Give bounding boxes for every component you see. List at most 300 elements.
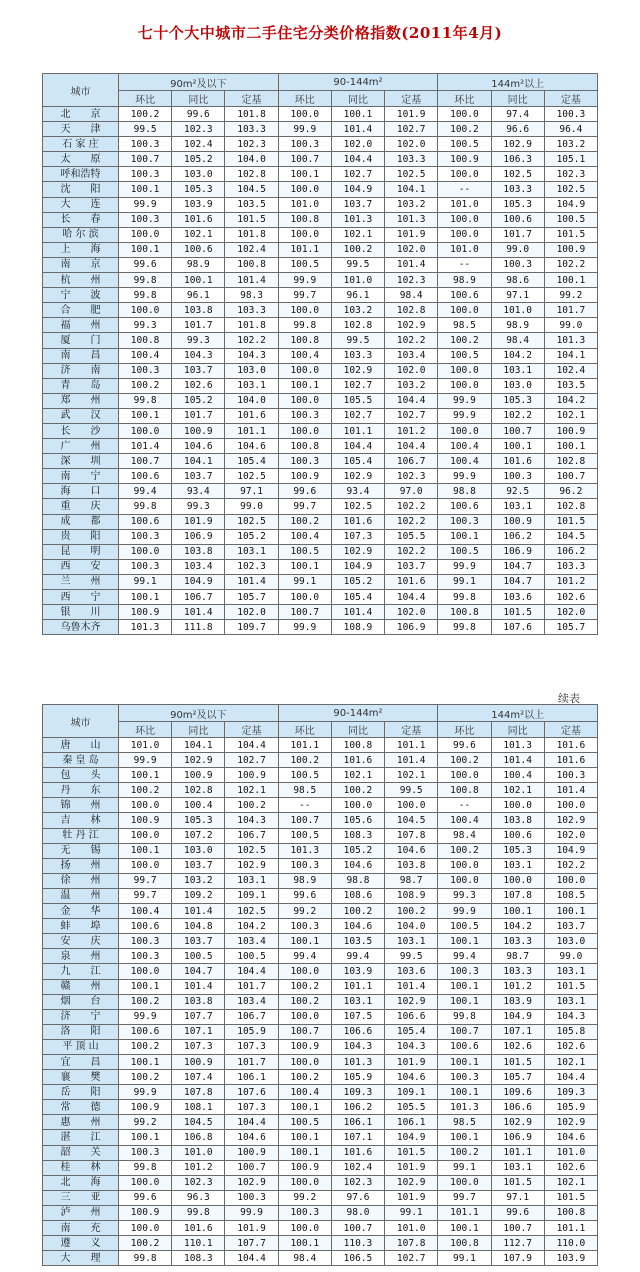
index-value-cell: 100.8: [278, 439, 331, 454]
index-value-cell: 100.2: [438, 1145, 491, 1160]
city-name-cell: 广 州: [43, 439, 119, 454]
city-name-cell: 锦 州: [43, 798, 119, 813]
index-value-cell: 100.5: [225, 949, 278, 964]
index-value-cell: 101.4: [225, 273, 278, 288]
index-value-cell: 104.9: [544, 197, 597, 212]
city-name-cell: 西 宁: [43, 590, 119, 605]
index-value-cell: 107.3: [172, 1039, 225, 1054]
index-value-cell: 98.7: [491, 949, 544, 964]
index-value-cell: 110.3: [331, 1236, 384, 1251]
index-value-cell: 98.4: [491, 333, 544, 348]
index-value-cell: 100.1: [172, 273, 225, 288]
index-value-cell: 104.9: [385, 1130, 438, 1145]
index-value-cell: 106.7: [385, 454, 438, 469]
index-value-cell: 102.3: [172, 1175, 225, 1190]
header-base: 定基: [544, 722, 597, 738]
city-name-cell: 济 宁: [43, 1009, 119, 1024]
index-value-cell: 106.2: [491, 529, 544, 544]
index-value-cell: 100.0: [438, 227, 491, 242]
index-value-cell: 99.7: [119, 873, 172, 888]
table-row: [43, 333, 598, 348]
index-value-cell: 101.1: [278, 242, 331, 257]
index-value-cell: 101.5: [544, 979, 597, 994]
index-value-cell: 105.7: [491, 1070, 544, 1085]
city-name-cell: 丹 东: [43, 783, 119, 798]
city-name-cell: 海 口: [43, 484, 119, 499]
city-name-cell: 西 安: [43, 559, 119, 574]
index-value-cell: 104.6: [225, 439, 278, 454]
header-mom: 环比: [438, 722, 491, 738]
table-row: [43, 393, 598, 408]
index-value-cell: 100.7: [438, 1024, 491, 1039]
index-value-cell: 100.2: [438, 843, 491, 858]
index-value-cell: 103.1: [385, 934, 438, 949]
index-value-cell: 100.8: [278, 333, 331, 348]
index-value-cell: 100.1: [438, 529, 491, 544]
index-value-cell: 104.5: [172, 1115, 225, 1130]
index-value-cell: 101.0: [544, 1145, 597, 1160]
index-value-cell: 100.4: [119, 348, 172, 363]
index-value-cell: 106.1: [225, 1070, 278, 1085]
index-value-cell: 98.8: [331, 873, 384, 888]
index-value-cell: 105.3: [172, 813, 225, 828]
index-value-cell: 103.2: [544, 137, 597, 152]
index-value-cell: 100.2: [278, 753, 331, 768]
city-name-cell: 牡 丹 江: [43, 828, 119, 843]
index-value-cell: 100.0: [119, 964, 172, 979]
index-value-cell: 100.0: [278, 964, 331, 979]
index-value-cell: 106.9: [491, 1130, 544, 1145]
index-value-cell: 103.4: [385, 348, 438, 363]
index-value-cell: 102.7: [331, 408, 384, 423]
index-value-cell: 101.4: [385, 257, 438, 272]
index-value-cell: 110.1: [172, 1236, 225, 1251]
index-value-cell: 100.1: [278, 934, 331, 949]
index-value-cell: 101.1: [438, 1205, 491, 1220]
index-value-cell: 107.3: [331, 529, 384, 544]
index-value-cell: 98.0: [331, 1205, 384, 1220]
index-value-cell: 99.2: [544, 288, 597, 303]
index-value-cell: 100.5: [278, 257, 331, 272]
index-value-cell: 96.6: [491, 122, 544, 137]
table-row: [43, 182, 598, 197]
index-value-cell: 102.1: [225, 783, 278, 798]
index-value-cell: 100.3: [438, 1070, 491, 1085]
table-row: [43, 979, 598, 994]
index-value-cell: 100.1: [278, 167, 331, 182]
header-mom: 环比: [438, 91, 491, 107]
index-value-cell: 106.3: [491, 152, 544, 167]
index-value-cell: 100.4: [278, 1085, 331, 1100]
index-value-cell: 103.3: [225, 303, 278, 318]
index-value-cell: 100.3: [491, 257, 544, 272]
index-value-cell: 101.3: [385, 212, 438, 227]
table-row: [43, 499, 598, 514]
index-value-cell: 103.0: [491, 378, 544, 393]
city-name-cell: 洛 阳: [43, 1024, 119, 1039]
index-value-cell: 101.4: [172, 979, 225, 994]
index-value-cell: 100.3: [278, 408, 331, 423]
index-value-cell: 100.3: [278, 858, 331, 873]
index-value-cell: 105.2: [172, 393, 225, 408]
index-value-cell: 102.5: [225, 843, 278, 858]
index-value-cell: 99.5: [331, 257, 384, 272]
index-value-cell: 98.9: [438, 273, 491, 288]
index-value-cell: 101.1: [225, 423, 278, 438]
index-value-cell: 103.4: [225, 994, 278, 1009]
index-value-cell: 100.0: [119, 1175, 172, 1190]
index-value-cell: 104.2: [544, 393, 597, 408]
index-value-cell: 105.7: [225, 590, 278, 605]
index-value-cell: 100.2: [438, 753, 491, 768]
index-value-cell: 101.9: [385, 227, 438, 242]
index-value-cell: 105.9: [225, 1024, 278, 1039]
table-row: [43, 813, 598, 828]
index-value-cell: 102.1: [544, 1175, 597, 1190]
index-value-cell: 100.1: [119, 242, 172, 257]
index-value-cell: 102.5: [225, 514, 278, 529]
index-value-cell: 106.9: [385, 620, 438, 635]
header-yoy: 同比: [331, 722, 384, 738]
index-value-cell: 104.4: [385, 590, 438, 605]
index-value-cell: --: [438, 257, 491, 272]
index-value-cell: 104.6: [331, 858, 384, 873]
index-value-cell: 101.4: [331, 605, 384, 620]
index-value-cell: 100.1: [119, 843, 172, 858]
index-value-cell: 102.2: [491, 408, 544, 423]
header-group-large: 144m²以上: [438, 705, 598, 722]
index-value-cell: 100.6: [438, 1039, 491, 1054]
table-row: [43, 167, 598, 182]
index-value-cell: 101.3: [331, 212, 384, 227]
index-value-cell: 102.3: [385, 273, 438, 288]
index-value-cell: 101.0: [172, 1145, 225, 1160]
city-name-cell: 福 州: [43, 318, 119, 333]
index-value-cell: 105.9: [544, 1100, 597, 1115]
index-value-cell: 97.1: [225, 484, 278, 499]
index-value-cell: 103.1: [491, 363, 544, 378]
index-value-cell: 104.9: [331, 182, 384, 197]
index-value-cell: 99.8: [438, 620, 491, 635]
index-value-cell: 100.2: [385, 904, 438, 919]
index-value-cell: 106.1: [385, 1115, 438, 1130]
table-row: [43, 529, 598, 544]
index-value-cell: 99.6: [438, 738, 491, 753]
index-value-cell: 101.5: [225, 212, 278, 227]
index-value-cell: 108.3: [172, 1251, 225, 1266]
index-value-cell: 107.8: [385, 828, 438, 843]
index-value-cell: 105.9: [331, 1070, 384, 1085]
header-mom: 环比: [278, 722, 331, 738]
index-value-cell: 93.4: [172, 484, 225, 499]
index-value-cell: 99.5: [119, 122, 172, 137]
index-value-cell: 102.9: [491, 137, 544, 152]
index-value-cell: 103.8: [172, 994, 225, 1009]
index-value-cell: 96.1: [331, 288, 384, 303]
index-value-cell: 100.3: [119, 363, 172, 378]
index-value-cell: 101.5: [385, 1145, 438, 1160]
index-value-cell: 100.5: [278, 1115, 331, 1130]
index-value-cell: 100.9: [278, 1160, 331, 1175]
index-value-cell: 100.1: [491, 439, 544, 454]
city-name-cell: 唐 山: [43, 738, 119, 753]
index-value-cell: 102.0: [385, 363, 438, 378]
index-value-cell: 106.6: [491, 1100, 544, 1115]
header-mom: 环比: [278, 91, 331, 107]
index-value-cell: 100.1: [438, 1221, 491, 1236]
city-name-cell: 银 川: [43, 605, 119, 620]
index-value-cell: 92.5: [491, 484, 544, 499]
index-value-cell: 99.1: [119, 574, 172, 589]
index-value-cell: 102.0: [385, 242, 438, 257]
index-value-cell: 99.6: [172, 107, 225, 122]
index-value-cell: 103.1: [544, 964, 597, 979]
index-value-cell: 105.4: [331, 590, 384, 605]
city-name-cell: 九 江: [43, 964, 119, 979]
index-value-cell: 97.1: [491, 288, 544, 303]
index-value-cell: 106.1: [331, 1115, 384, 1130]
index-value-cell: 100.1: [438, 1054, 491, 1069]
city-name-cell: 徐 州: [43, 873, 119, 888]
index-value-cell: 107.4: [172, 1070, 225, 1085]
index-value-cell: 102.2: [385, 514, 438, 529]
index-value-cell: 99.1: [438, 1251, 491, 1266]
index-value-cell: 103.2: [385, 378, 438, 393]
table-row: [43, 738, 598, 753]
index-value-cell: 103.8: [172, 303, 225, 318]
index-value-cell: 102.8: [225, 167, 278, 182]
index-value-cell: 100.2: [119, 994, 172, 1009]
index-value-cell: 104.3: [331, 1039, 384, 1054]
index-value-cell: 98.9: [491, 318, 544, 333]
index-value-cell: 97.0: [385, 484, 438, 499]
city-name-cell: 常 德: [43, 1100, 119, 1115]
index-value-cell: 102.5: [331, 499, 384, 514]
index-value-cell: 100.3: [278, 919, 331, 934]
index-value-cell: 102.7: [385, 1251, 438, 1266]
index-value-cell: 103.1: [491, 858, 544, 873]
index-value-cell: 100.2: [119, 1236, 172, 1251]
index-value-cell: 100.0: [438, 1175, 491, 1190]
index-value-cell: 103.3: [491, 934, 544, 949]
index-value-cell: 99.4: [331, 949, 384, 964]
city-name-cell: 南 昌: [43, 348, 119, 363]
index-value-cell: 100.3: [491, 469, 544, 484]
table-row: [43, 227, 598, 242]
index-value-cell: 101.7: [544, 303, 597, 318]
index-value-cell: 100.1: [544, 439, 597, 454]
city-name-cell: 韶 关: [43, 1145, 119, 1160]
index-value-cell: 105.1: [544, 152, 597, 167]
table-row: [43, 1175, 598, 1190]
index-value-cell: 101.9: [385, 1054, 438, 1069]
index-value-cell: 103.1: [225, 378, 278, 393]
table-row: [43, 919, 598, 934]
table-row: [43, 514, 598, 529]
index-value-cell: 102.5: [225, 469, 278, 484]
city-name-cell: 蚌 埠: [43, 919, 119, 934]
table-row: [43, 197, 598, 212]
city-name-cell: 吉 林: [43, 813, 119, 828]
index-value-cell: 107.9: [491, 1251, 544, 1266]
index-value-cell: 99.3: [119, 318, 172, 333]
table-row: [43, 994, 598, 1009]
index-value-cell: 99.0: [491, 242, 544, 257]
index-value-cell: 100.3: [119, 137, 172, 152]
index-value-cell: 101.4: [385, 979, 438, 994]
table-row: [43, 484, 598, 499]
index-value-cell: 102.3: [172, 122, 225, 137]
index-value-cell: 102.9: [331, 363, 384, 378]
index-value-cell: 102.9: [491, 1115, 544, 1130]
index-value-cell: 100.2: [225, 798, 278, 813]
index-value-cell: 100.9: [172, 1054, 225, 1069]
index-value-cell: 101.0: [331, 273, 384, 288]
index-value-cell: 100.0: [119, 227, 172, 242]
table-row: [43, 1205, 598, 1220]
index-value-cell: 105.5: [385, 1100, 438, 1115]
index-value-cell: 108.9: [385, 888, 438, 903]
index-value-cell: 103.4: [225, 934, 278, 949]
index-value-cell: 101.6: [172, 212, 225, 227]
index-value-cell: 100.5: [172, 949, 225, 964]
index-value-cell: 100.0: [544, 873, 597, 888]
index-value-cell: 104.6: [172, 439, 225, 454]
index-value-cell: 101.1: [544, 1221, 597, 1236]
table-row: [43, 1130, 598, 1145]
page-title: 七十个大中城市二手住宅分类价格指数(2011年4月): [137, 24, 503, 42]
index-value-cell: 99.9: [438, 469, 491, 484]
index-value-cell: 100.1: [119, 1130, 172, 1145]
index-value-cell: 100.6: [119, 514, 172, 529]
index-value-cell: 104.4: [331, 152, 384, 167]
index-value-cell: 109.1: [225, 888, 278, 903]
index-value-cell: 103.1: [491, 1160, 544, 1175]
city-name-cell: 天 津: [43, 122, 119, 137]
city-name-cell: 北 海: [43, 1175, 119, 1190]
index-value-cell: 99.7: [438, 1190, 491, 1205]
index-value-cell: 107.7: [172, 1009, 225, 1024]
table-row: [43, 439, 598, 454]
index-value-cell: 99.1: [278, 574, 331, 589]
index-value-cell: 105.3: [491, 843, 544, 858]
continued-label: 续表: [558, 692, 580, 705]
index-value-cell: 101.9: [385, 1190, 438, 1205]
index-value-cell: 100.1: [119, 182, 172, 197]
table-row: [43, 363, 598, 378]
index-value-cell: 102.0: [385, 137, 438, 152]
index-value-cell: 108.6: [331, 888, 384, 903]
header-base: 定基: [225, 91, 278, 107]
index-value-cell: 101.5: [544, 1190, 597, 1205]
index-value-cell: 100.0: [438, 873, 491, 888]
index-value-cell: 101.7: [225, 1054, 278, 1069]
index-value-cell: 105.2: [225, 529, 278, 544]
index-value-cell: 101.6: [331, 1145, 384, 1160]
index-value-cell: 101.1: [331, 979, 384, 994]
table-row: [43, 904, 598, 919]
index-value-cell: 101.8: [225, 107, 278, 122]
header-group-small: 90m²及以下: [119, 705, 279, 722]
index-value-cell: 100.4: [278, 348, 331, 363]
index-value-cell: 100.2: [331, 783, 384, 798]
index-value-cell: 106.2: [544, 544, 597, 559]
index-value-cell: 101.2: [491, 979, 544, 994]
index-value-cell: 100.5: [438, 544, 491, 559]
index-value-cell: 100.9: [119, 605, 172, 620]
index-value-cell: 109.6: [491, 1085, 544, 1100]
index-value-cell: 103.0: [172, 843, 225, 858]
table-row: [43, 423, 598, 438]
index-value-cell: 99.0: [544, 949, 597, 964]
index-value-cell: 111.8: [172, 620, 225, 635]
index-value-cell: 109.1: [385, 1085, 438, 1100]
index-value-cell: 100.2: [278, 979, 331, 994]
city-name-cell: 合 肥: [43, 303, 119, 318]
index-value-cell: 107.1: [491, 1024, 544, 1039]
index-value-cell: 110.0: [544, 1236, 597, 1251]
index-value-cell: 101.3: [331, 1054, 384, 1069]
index-value-cell: 101.6: [225, 408, 278, 423]
index-value-cell: 100.4: [438, 439, 491, 454]
index-value-cell: 100.3: [119, 949, 172, 964]
index-value-cell: 109.3: [544, 1085, 597, 1100]
index-value-cell: 99.9: [225, 1205, 278, 1220]
index-value-cell: 102.6: [544, 590, 597, 605]
table-row: [43, 212, 598, 227]
index-value-cell: 103.6: [385, 964, 438, 979]
index-value-cell: 104.4: [331, 439, 384, 454]
index-value-cell: 98.5: [278, 783, 331, 798]
index-value-cell: 99.6: [278, 484, 331, 499]
table-row: [43, 454, 598, 469]
city-name-cell: 温 州: [43, 888, 119, 903]
header-base: 定基: [544, 91, 597, 107]
index-value-cell: 104.3: [385, 1039, 438, 1054]
table-row: [43, 873, 598, 888]
index-value-cell: 103.1: [491, 499, 544, 514]
price-index-table-2: [42, 704, 598, 1266]
city-name-cell: 沈 阳: [43, 182, 119, 197]
index-value-cell: 105.2: [331, 574, 384, 589]
index-value-cell: 103.7: [385, 559, 438, 574]
index-value-cell: 100.3: [225, 1190, 278, 1205]
index-value-cell: 100.4: [278, 529, 331, 544]
index-value-cell: 102.7: [385, 408, 438, 423]
index-value-cell: 102.5: [225, 904, 278, 919]
index-value-cell: 102.9: [385, 994, 438, 1009]
index-value-cell: 104.9: [544, 843, 597, 858]
index-value-cell: 100.0: [278, 303, 331, 318]
index-value-cell: 107.3: [225, 1039, 278, 1054]
index-value-cell: 97.6: [331, 1190, 384, 1205]
index-value-cell: 104.3: [172, 348, 225, 363]
index-value-cell: 104.4: [385, 393, 438, 408]
index-value-cell: 108.9: [331, 620, 384, 635]
index-value-cell: 102.1: [544, 1054, 597, 1069]
index-value-cell: 100.0: [438, 107, 491, 122]
index-value-cell: 98.8: [438, 484, 491, 499]
index-value-cell: 100.0: [438, 858, 491, 873]
index-value-cell: 101.3: [491, 738, 544, 753]
index-value-cell: 101.5: [544, 514, 597, 529]
index-value-cell: 101.7: [172, 318, 225, 333]
city-name-cell: 长 春: [43, 212, 119, 227]
index-value-cell: 100.7: [278, 152, 331, 167]
table-row: [43, 137, 598, 152]
index-value-cell: 100.3: [119, 559, 172, 574]
index-value-cell: 99.9: [278, 122, 331, 137]
